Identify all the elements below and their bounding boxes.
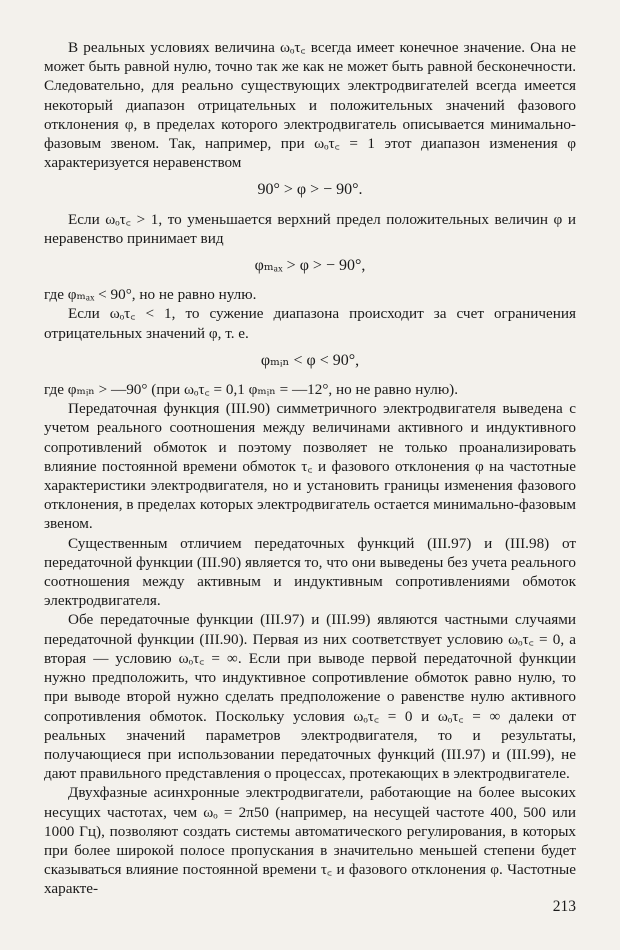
paragraph-case-less: Если ωₒτ꜀ < 1, то сужение диапазона происходит за счет ограничения отрицательных значений φ, т. е. xyxy=(44,305,576,342)
paragraph-intro: В реальных условиях величина ωₒτ꜀ всегда имеет конечное значение. Она не может быть равной нулю, точно так же как не может быть равной бесконечности. Следовательно, для реально существующих электродвигателей всегда имеется некоторый диапазон отрицательных и положительных значений фазового отклонения φ, в пределах которого электродвигатель описывается минимально-фазовым звеном. Так, например, при ωₒτ꜀ = 1 этот диапазон изменения φ характеризуется неравенством xyxy=(44,39,576,172)
formula-inequality-3: φₘᵢₙ < φ < 90°, xyxy=(260,351,360,369)
paragraph-special-cases: Обе передаточные функции (III.97) и (III.99) являются частными случаями передаточной функции (III.90). Первая из них соответствует условию ωₒτ꜀ = 0, а вторая — условию ωₒτ꜀ = ∞. Если при выводе первой передаточной функции нужно предположить, что индуктивное сопротивление обмоток равно нулю, то при выводе второй нужно сделать предположение о равенстве нулю активного сопротивления обмоток. Поскольку условия ωₒτ꜀ = 0 и ωₒτ꜀ = ∞ далеки от реальных значений параметров электродвигателя, то и результаты, получающиеся при использовании передаточных функций (III.97) и (III.99), не дают правильного представления о процессах, протекающих в электродвигателе. xyxy=(44,611,576,783)
page-number: 213 xyxy=(552,898,576,915)
formula-inequality-2: φₘₐₓ > φ > − 90°, xyxy=(254,257,366,275)
paragraph-high-frequency: Двухфазные асинхронные электродвигатели, работающие на более высоких несущих частотах, чем ωₒ = 2π50 (например, на несущей частоте 400, 500 или 1000 Гц), позволяют создать системы автоматического регулирования, в которых при более широкой полосе пропускания в значительно меньшей степени будет сказываться влияние постоянной времени τ꜀ и фазового отклонения φ. Частотные характе- xyxy=(44,784,576,898)
paragraph-difference: Существенным отличием передаточных функций (III.97) и (III.98) от передаточной функции (III.90) является то, что они выведены без учета реального соотношения между активным и индуктивным сопротивлениями обмоток электродвигателя. xyxy=(44,534,576,610)
paragraph-transfer-function: Передаточная функция (III.90) симметричного электродвигателя выведена с учетом реального соотношения между величинами активного и индуктивного сопротивлений обмоток и поэтому позволяет не только проанализировать влияние постоянной времени обмоток τ꜀ и фазового отклонения φ на частотные характеристики электродвигателя, но и установить границы изменения фазового отклонения, в пределах которых электродвигатель остается минимально-фазовым звеном. xyxy=(44,400,576,533)
paragraph-phimin-note: где φₘᵢₙ > —90° (при ωₒτ꜀ = 0,1 φₘᵢₙ = —12°, но не равно нулю). xyxy=(44,381,459,399)
page-body xyxy=(44,38,576,899)
formula-inequality-1: 90° > φ > − 90°. xyxy=(257,181,363,199)
paragraph-case-greater: Если ωₒτ꜀ > 1, то уменьшается верхний предел положительных величин φ и неравенство принимает вид xyxy=(44,210,576,247)
paragraph-phimax-note: где φₘₐₓ < 90°, но не равно нулю. xyxy=(44,286,257,304)
